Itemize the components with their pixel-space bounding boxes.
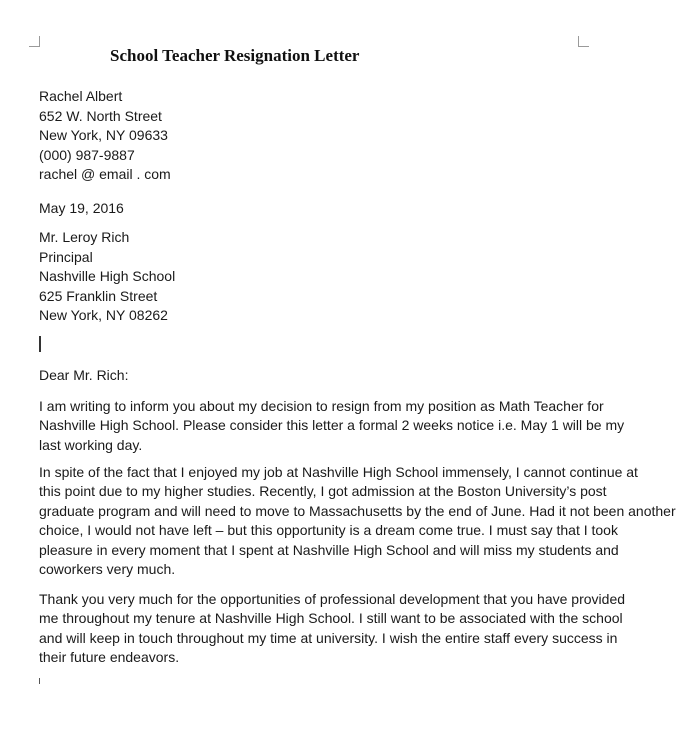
paragraph-line: me throughout my tenure at Nashville High School. I still want to be associated with the school [39,610,623,627]
sender-address [39,87,171,185]
recipient-address [39,228,175,326]
recipient-school: Nashville High School [39,268,176,285]
paragraph-line: Nashville High School. Please consider this letter a formal 2 weeks notice i.e. May 1 will be my [39,417,625,434]
recipient-name: Mr. Leroy Rich [39,229,130,245]
paragraph-line: In spite of the fact that I enjoyed my job at Nashville High School immensely, I cannot continue at [39,464,638,480]
sender-street: 652 W. North Street [39,107,162,124]
sender-email: rachel @ email . com [39,166,171,183]
paragraph-line: Thank you very much for the opportunities of professional development that you have provided [39,591,626,607]
paragraph-line: last working day. [39,436,143,453]
paragraph-line: and will keep in touch throughout my time at university. I wish the entire staff every success in [39,629,618,646]
paragraph-line: their future endeavors. [39,649,180,666]
letter-date: May 19, 2016 [39,200,124,216]
paragraph-line: this point due to my higher studies. Recently, I got admission at the Boston University’s post [39,483,607,500]
document-title: School Teacher Resignation Letter [110,46,360,65]
recipient-title: Principal [39,248,93,265]
body-paragraph-3 [39,590,626,668]
margin-corner-top-left [29,36,40,47]
salutation: Dear Mr. Rich: [39,367,129,383]
paragraph-line: I am writing to inform you about my decision to resign from my position as Math Teacher for [39,398,604,414]
paragraph-line: pleasure in every moment that I spent at Nashville High School and will miss my students and [39,541,619,558]
margin-corner-top-right [578,36,589,47]
body-paragraph-1 [39,397,625,455]
paragraph-mark [39,678,40,684]
recipient-street: 625 Franklin Street [39,287,158,304]
paragraph-line: graduate program and will need to move to Massachusetts by the end of June. Had it not been another [39,502,676,519]
text-cursor [39,336,41,352]
sender-phone: (000) 987-9887 [39,146,135,163]
sender-name: Rachel Albert [39,88,123,104]
paragraph-line: coworkers very much. [39,561,176,578]
recipient-city: New York, NY 08262 [39,307,168,324]
body-paragraph-2 [39,463,676,579]
sender-city: New York, NY 09633 [39,127,168,144]
paragraph-line: choice, I would not have left – but this opportunity is a dream come true. I must say that I took [39,522,618,539]
